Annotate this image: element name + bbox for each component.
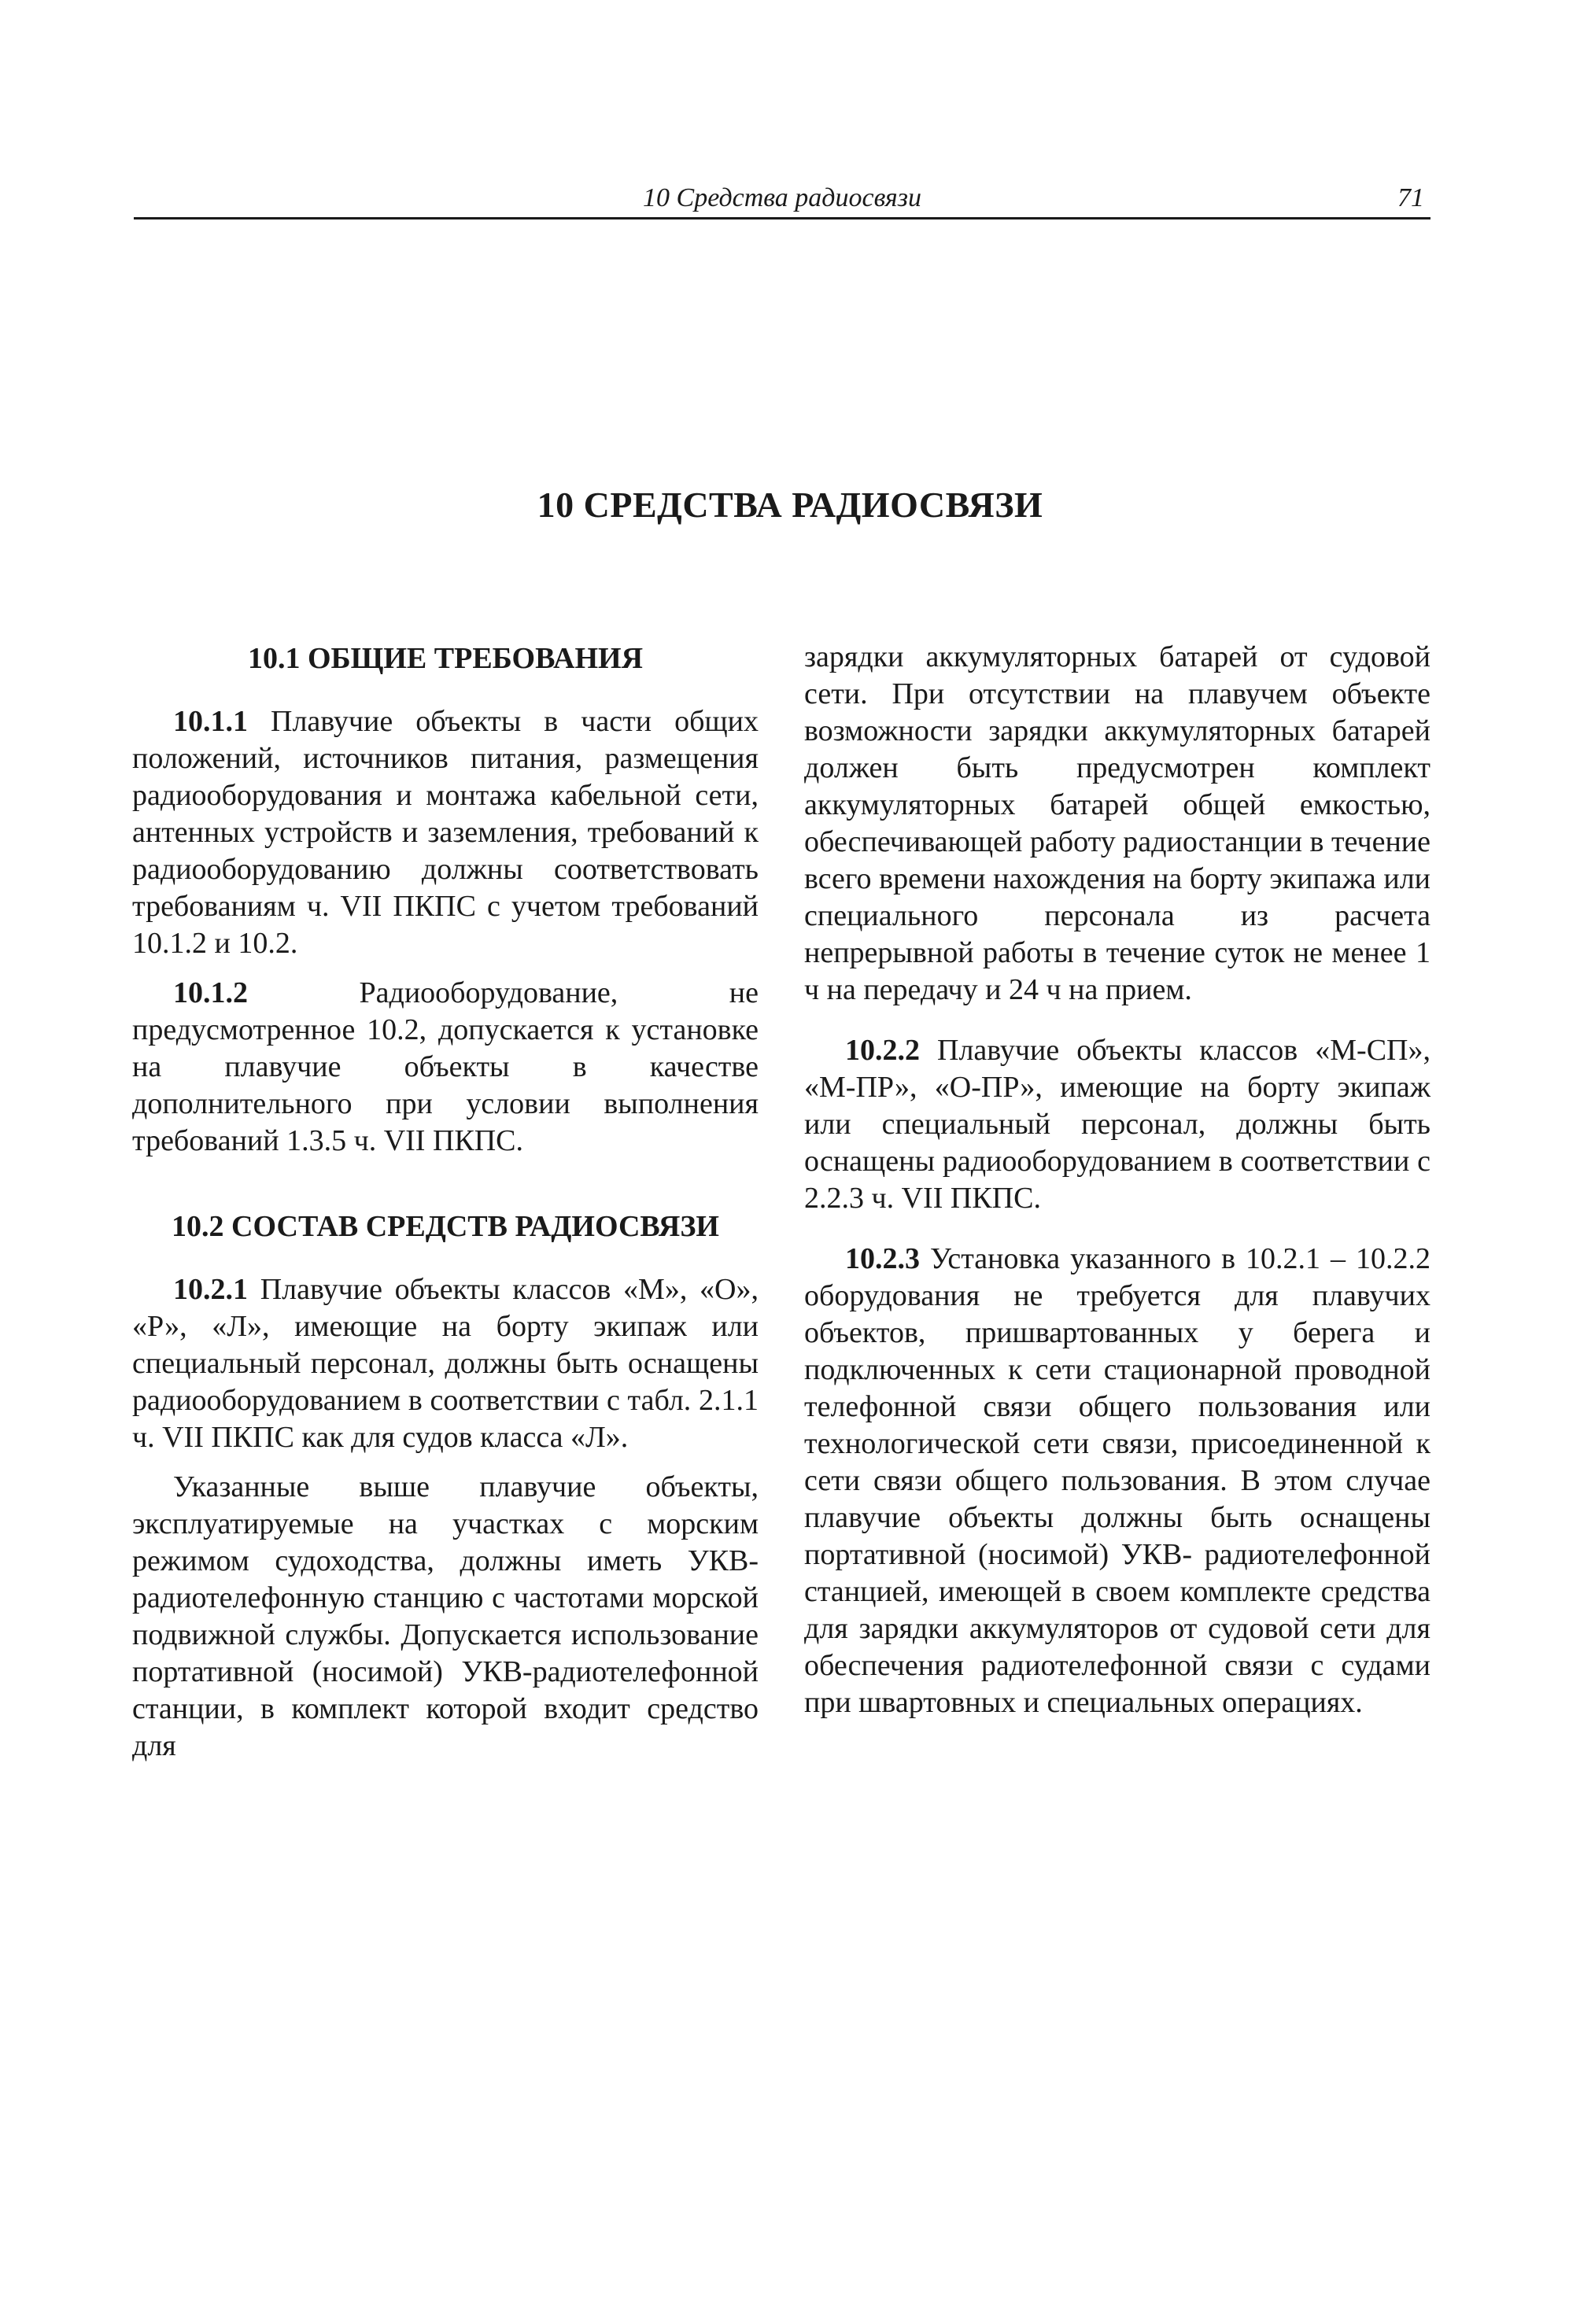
page-number: 71 — [1397, 183, 1424, 212]
clause-10-2-2 — [804, 1032, 1430, 1217]
right-column — [804, 639, 1430, 1734]
clause-10-1-1 — [132, 703, 759, 962]
clause-number: 10.2.3 — [845, 1242, 920, 1275]
chapter-title: 10 СРЕДСТВА РАДИОСВЯЗИ — [537, 485, 1043, 525]
running-title: 10 Средства радиосвязи — [643, 183, 921, 212]
clause-10-2-3 — [804, 1241, 1430, 1721]
clause-number: 10.2.1 — [173, 1273, 248, 1306]
clause-text: Плавучие объекты классов «М-СП», «М-ПР», «О-ПР», имеющие на борту экипаж или специальный персонал, должны быть оснащены радиооборудованием в соответствии с 2.2.3 ч. VII ПКПС. — [804, 1034, 1430, 1215]
clause-10-1-2 — [132, 975, 759, 1160]
section-heading-composition: 10.2 СОСТАВ СРЕДСТВ РАДИОСВЯЗИ — [172, 1210, 719, 1243]
clause-number: 10.2.2 — [845, 1034, 920, 1067]
clause-number: 10.1.1 — [173, 705, 248, 738]
left-column — [132, 639, 759, 1777]
clause-text: Плавучие объекты классов «М», «О», «Р», «Л», имеющие на борту экипаж или специальный персонал, должны быть оснащены радиооборудованием в соответствии с табл. 2.1.1 ч. VII ПКПС как для судов класса «Л». — [132, 1273, 759, 1454]
clause-text: Радиооборудование, не предусмотренное 10.2, допускается к установке на плавучие объекты в качестве дополнительного при условии выполнения требований 1.3.5 ч. VII ПКПС. — [132, 976, 759, 1157]
clause-text: Плавучие объекты в части общих положений, источников питания, размещения радиооборудования и монтажа кабельной сети, антенных устройств и заземления, требований к радиооборудованию должны соответствовать требованиям ч. VII ПКПС с учетом требований 10.1.2 и 10.2. — [132, 705, 759, 960]
section-heading-general: 10.1 ОБЩИЕ ТРЕБОВАНИЯ — [247, 642, 644, 675]
clause-number: 10.1.2 — [173, 976, 248, 1009]
paragraph-continued: зарядки аккумуляторных батарей от судовой сети. При отсутствии на плавучем объекте возможности зарядки аккумуляторных батарей должен быть предусмотрен комплект аккумуляторных батарей общей емкостью, обеспечивающей работу радиостанции в течение всего времени нахождения на борту экипажа или специального персонала из расчета непрерывной работы в течение суток не менее 1 ч на передачу и 24 ч на прием. — [804, 640, 1430, 1006]
running-header — [134, 179, 1430, 219]
clause-10-2-1 — [132, 1271, 759, 1456]
paragraph-vhf-requirement: Указанные выше плавучие объекты, эксплуатируемые на участках с морским режимом судоходства, должны иметь УКВ-радиотелефонную станцию с частотами морской подвижной службы. Допускается использование портативной (носимой) УКВ-радиотелефонной станции, в комплект которой входит средство для — [132, 1470, 759, 1762]
clause-text: Установка указанного в 10.2.1 – 10.2.2 оборудования не требуется для плавучих объектов, пришвартованных у берега и подключенных к сети стационарной проводной телефонной связи общего пользования или технологической сети связи, присоединенной к сети связи общего пользования. В этом случае плавучие объекты должны быть оснащены портативной (носимой) УКВ- радиотелефонной станцией, имеющей в своем комплекте средства для зарядки аккумуляторов от судовой сети для обеспечения радиотелефонной связи с судами при швартовных и специальных операциях. — [804, 1242, 1430, 1719]
